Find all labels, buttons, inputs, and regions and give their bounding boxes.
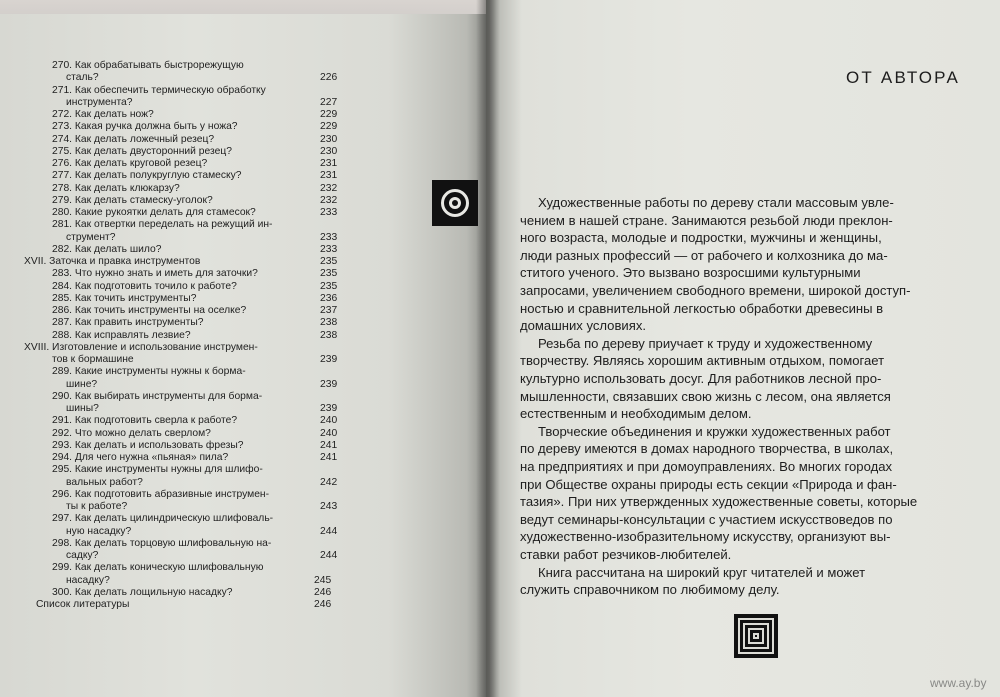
toc-page-number: 241 xyxy=(320,439,338,451)
toc-entry-text: вальных работ? xyxy=(66,476,143,488)
toc-entry-text: 281. Как отвертки переделать на режущий ин- xyxy=(52,219,273,231)
toc-entry-text: инструмента? xyxy=(66,96,133,108)
toc-entry-text: 282. Как делать шило? xyxy=(52,243,162,255)
preface-line: по дереву имеются в домах народного творчества, в школах, xyxy=(520,441,894,457)
preface-line: Книга рассчитана на широкий круг читателей и может xyxy=(538,564,866,580)
toc-entry-text: XVII. Заточка и правка инструментов xyxy=(24,256,201,267)
preface-line: естественным и необходимым делом. xyxy=(520,406,752,422)
preface-line: служить справочником по любимому делу. xyxy=(520,582,780,598)
preface-line: творчеству. Являясь хорошим активным отдыхом, помогает xyxy=(520,353,885,369)
toc-entry-text: 286. Как точить инструменты на оселке? xyxy=(52,305,247,316)
toc-entry-text: 277. Как делать полукруглую стамеску? xyxy=(52,170,242,182)
preface-line: при Обществе охраны природы есть секции «Природа и фан- xyxy=(520,476,897,492)
toc-entry-text: 297. Как делать цилиндрическую шлифоваль- xyxy=(52,513,274,525)
preface-line: культурно использовать досуг. Для работников лесной про- xyxy=(520,371,882,386)
toc-page-number: 243 xyxy=(320,501,338,512)
toc-page-number: 239 xyxy=(320,378,338,390)
toc-page-number: 229 xyxy=(320,109,338,120)
toc-entry-text: насадку? xyxy=(66,574,110,586)
toc-page-number: 246 xyxy=(314,599,332,610)
toc-entry-text: 279. Как делать стамеску-уголок? xyxy=(52,194,213,206)
toc-page-number: 233 xyxy=(320,231,338,243)
toc-entry-text: Список литературы xyxy=(36,599,130,610)
toc-entry-text: 274. Как делать ложечный резец? xyxy=(52,133,215,145)
toc-page-number: 230 xyxy=(320,133,338,145)
toc-page-number: 232 xyxy=(320,194,338,206)
toc-entry-text: 287. Как править инструменты? xyxy=(52,317,204,329)
toc-page-number: 245 xyxy=(314,574,332,586)
toc-entry-text: 284. Как подготовить точило к работе? xyxy=(52,280,237,292)
toc-entry-text: 285. Как точить инструменты? xyxy=(52,292,197,304)
toc-page-number: 239 xyxy=(320,354,338,365)
toc-entry-text: 280. Какие рукоятки делать для стамесок? xyxy=(52,207,256,218)
preface-line: Творческие объединения и кружки художественных работ xyxy=(538,423,891,439)
preface-line: запросами, увеличением свободного времени, широкой доступ- xyxy=(520,283,911,298)
toc-entry-text: ную насадку? xyxy=(66,525,132,537)
preface-line: художественно-изобразительному искусству, организуют вы- xyxy=(520,529,891,545)
preface-line: ного возраста, молодые и подростки, мужчины и женщины, xyxy=(520,230,882,246)
toc-entry-text: 292. Что можно делать сверлом? xyxy=(52,427,211,439)
toc-page-number: 238 xyxy=(320,317,338,329)
toc-entry-text: струмент? xyxy=(66,231,116,243)
toc-page-number: 238 xyxy=(320,329,338,341)
toc-page-number: 235 xyxy=(320,256,338,267)
toc-entry-text: 288. Как исправлять лезвие? xyxy=(52,329,191,341)
toc-entry-text: 289. Какие инструменты нужны к борма- xyxy=(52,366,246,378)
toc-entry-text: 271. Как обеспечить термическую обработку xyxy=(52,84,266,96)
toc-entry-text: 298. Как делать торцовую шлифовальную на- xyxy=(52,537,272,549)
toc-page-number: 244 xyxy=(320,550,338,561)
table-of-contents xyxy=(0,0,486,697)
toc-entry-text: 275. Как делать двусторонний резец? xyxy=(52,145,232,157)
toc-entry-text: шине? xyxy=(66,378,98,390)
toc-entry-text: сталь? xyxy=(66,72,99,84)
toc-entry-text: ты к работе? xyxy=(66,501,128,512)
toc-page-number: 236 xyxy=(320,292,338,304)
toc-page-number: 240 xyxy=(320,427,338,439)
preface-line: чением в нашей стране. Занимаются резьбой люди преклон- xyxy=(520,212,893,228)
toc-entry-text: 299. Как делать коническую шлифовальную xyxy=(52,562,264,574)
page-title: ОТ АВТОРА xyxy=(846,68,961,87)
toc-page-number: 237 xyxy=(320,305,338,316)
toc-entry-text: садку? xyxy=(66,550,99,561)
toc-page-number: 242 xyxy=(320,476,338,488)
preface-line: Резьба по дереву приучает к труду и художественному xyxy=(538,335,873,351)
toc-entry-text: 276. Как делать круговой резец? xyxy=(52,158,208,169)
toc-entry-text: 270. Как обрабатывать быстрорежущую xyxy=(52,60,244,71)
toc-page-number: 235 xyxy=(320,280,338,292)
toc-entry-text: 272. Как делать нож? xyxy=(52,109,154,120)
toc-page-number: 233 xyxy=(320,243,338,255)
preface-line: тазия». При них утвержденных художественные советы, которые xyxy=(520,494,918,510)
toc-entry-text: 283. Что нужно знать и иметь для заточки? xyxy=(52,268,258,280)
preface-line: ностью и сравнительной легкостью обработки древесины в xyxy=(520,300,884,316)
toc-page-number: 239 xyxy=(320,403,338,414)
toc-entry-text: 290. Как выбирать инструменты для борма- xyxy=(52,390,263,402)
toc-page-number: 230 xyxy=(320,145,338,157)
toc-page-number: 227 xyxy=(320,96,338,108)
toc-entry-text: XVIII. Изготовление и использование инструмен- xyxy=(24,341,258,353)
preface-line: ведут семинары-консультации с участием искусствоведов по xyxy=(520,511,893,527)
toc-page-number: 241 xyxy=(320,452,338,463)
preface-line: мышленности, связавших свою жизнь с лесом, она является xyxy=(520,388,891,404)
toc-page-number: 232 xyxy=(320,182,338,194)
toc-page-number: 226 xyxy=(320,72,338,84)
watermark: www.ay.by xyxy=(930,676,987,690)
toc-page-number: 229 xyxy=(320,121,338,133)
toc-page-number: 240 xyxy=(320,415,338,427)
toc-page-number: 231 xyxy=(320,158,338,169)
toc-entry-text: тов к бормашине xyxy=(52,354,134,365)
preface-line: люди разных профессий — от рабочего и колхозника до ма- xyxy=(520,247,888,263)
preface-line: Художественные работы по дереву стали массовым увле- xyxy=(538,195,894,210)
toc-page-number: 233 xyxy=(320,207,338,218)
toc-entry-text: 273. Какая ручка должна быть у ножа? xyxy=(52,121,238,133)
toc-page-number: 244 xyxy=(320,525,338,537)
toc-entry-text: 295. Какие инструменты нужны для шлифо- xyxy=(52,464,263,476)
toc-entry-text: 278. Как делать клюкарзу? xyxy=(52,182,180,194)
toc-entry-text: 296. Как подготовить абразивные инструмен- xyxy=(52,488,270,500)
preface-line: на предприятиях и при домоуправлениях. Во многих городах xyxy=(520,459,893,474)
toc-entry-text: 300. Как делать лощильную насадку? xyxy=(52,586,233,598)
preface-line: ставки работ резчиков-любителей. xyxy=(520,547,732,562)
preface-line: ститого ученого. Это вызвано возросшими культурными xyxy=(520,265,861,281)
toc-page-number: 231 xyxy=(320,170,338,182)
rosette-ornament-icon xyxy=(432,180,478,226)
toc-entry-text: 291. Как подготовить сверла к работе? xyxy=(52,415,238,427)
toc-entry-text: шины? xyxy=(66,403,99,414)
toc-entry-text: 293. Как делать и использовать фрезы? xyxy=(52,439,244,451)
preface-line: домашних условиях. xyxy=(520,318,647,334)
square-maze-ornament-icon xyxy=(734,614,778,658)
toc-entry-text: 294. Для чего нужна «пьяная» пила? xyxy=(52,452,229,463)
toc-page-number: 246 xyxy=(314,586,332,598)
toc-page-number: 235 xyxy=(320,268,338,280)
